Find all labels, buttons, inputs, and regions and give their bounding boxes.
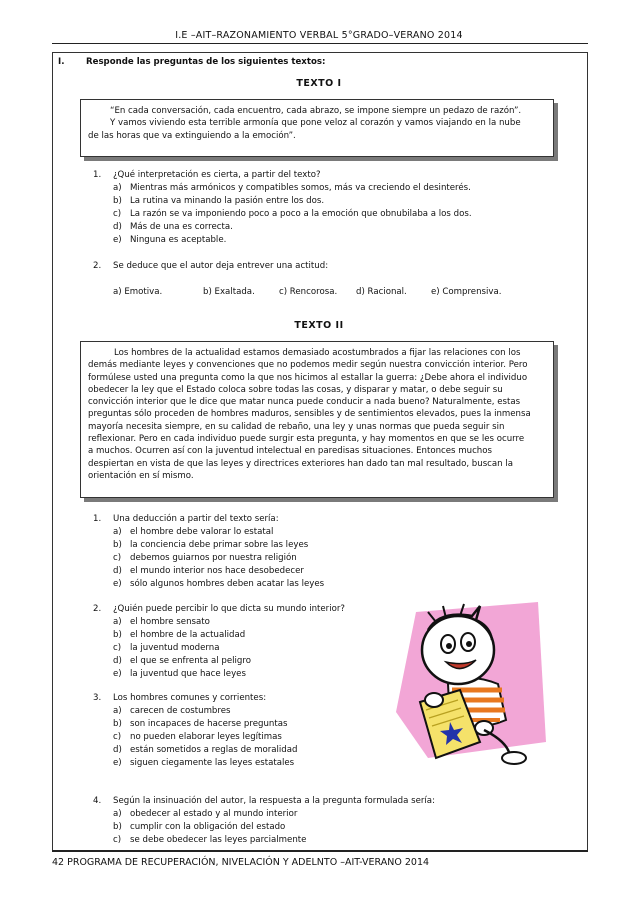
option-letter: b) (113, 822, 122, 832)
option-text: el hombre debe valorar lo estatal (130, 527, 274, 537)
texto2-line: Los hombres de la actualidad estamos demasiado acostumbrados a fijar las relaciones con los (114, 348, 521, 358)
header-rule (52, 43, 588, 44)
q2-option-b: b) Exaltada. (203, 287, 255, 297)
t2q1-text: Una deducción a partir del texto sería: (113, 514, 279, 524)
option-letter: d) (113, 656, 122, 666)
option-letter: b) (113, 630, 122, 640)
option-letter: c) (113, 835, 122, 845)
option-letter: b) (113, 540, 122, 550)
option-letter: c) (113, 209, 122, 219)
option-text: siguen ciegamente las leyes estatales (130, 758, 295, 768)
q2-text: Se deduce que el autor deja entrever una actitud: (113, 261, 329, 271)
footer-rule (52, 850, 588, 852)
option-letter: b) (113, 719, 122, 729)
texto1-line: Y vamos viviendo esta terrible armonía que pone veloz al corazón y vamos viajando en la nube (110, 118, 521, 129)
q1-text: ¿Qué interpretación es cierta, a partir del texto? (113, 170, 321, 180)
page-footer: 42 PROGRAMA DE RECUPERACIÓN, NIVELACIÓN Y ADELNTO –AIT-VERANO 2014 (52, 857, 430, 868)
option-text: Mientras más armónicos y compatibles somos, más va creciendo el desinterés. (130, 183, 471, 193)
option-text: Ninguna es aceptable. (130, 235, 227, 245)
option-letter: a) (113, 706, 122, 716)
option-text: no pueden elaborar leyes legítimas (130, 732, 282, 742)
t2q3-number: 3. (93, 693, 102, 703)
option-text: el hombre de la actualidad (130, 630, 246, 640)
texto2-line: a muchos. Ocurren así con la juventud intelectual en paredisas situaciones. Entonces muchos (88, 446, 492, 457)
texto2-passage (88, 347, 546, 482)
t2q4-number: 4. (93, 796, 102, 806)
section-instruction: Responde las preguntas de los siguientes textos: (86, 57, 326, 67)
q2-option-d: d) Racional. (356, 287, 407, 297)
option-text: la juventud que hace leyes (130, 669, 246, 679)
texto2-line: mayoría necesita siempre, en su calidad de rebaño, una ley y unas normas que pueda seguir sin (88, 421, 505, 432)
t2q4-text: Según la insinuación del autor, la respuesta a la pregunta formulada sería: (113, 796, 435, 806)
texto2-line: reflexionar. Pero en cada individuo puede surgir esta pregunta, y hay momentos en que se les ocurre (88, 434, 525, 445)
texto2-line: formúlese usted una pregunta como la que nos hicimos al estallar la guerra: ¿Debe ahora el individuo (88, 372, 528, 383)
option-text: se debe obedecer las leyes parcialmente (130, 835, 307, 845)
option-letter: e) (113, 758, 122, 768)
texto1-title: TEXTO I (296, 78, 342, 89)
texto2-line: demás mediante leyes y convenciones que no podemos medir según nuestra convicción interior. Pero (88, 360, 528, 371)
texto2-line: preguntas sólo proceden de hombres maduros, sensibles y de sentimientos elevados, pues la inmensa (88, 409, 531, 420)
option-letter: d) (113, 566, 122, 576)
option-letter: a) (113, 527, 122, 537)
option-letter: a) (113, 183, 122, 193)
option-text: el hombre sensato (130, 617, 210, 627)
option-text: La razón se va imponiendo poco a poco a la emoción que obnubilaba a los dos. (130, 209, 472, 219)
option-text: están sometidos a reglas de moralidad (130, 745, 298, 755)
option-text: sólo algunos hombres deben acatar las leyes (130, 579, 325, 589)
option-letter: c) (113, 732, 122, 742)
texto1-passage (88, 105, 546, 142)
texto2-line: obedecer la ley que el Estado coloca sobre todas las cosas, y disparar y matar, o debe seguir su (88, 384, 503, 395)
option-text: La rutina va minando la pasión entre los dos. (130, 196, 325, 206)
texto2-line: convicción interior que le dice que matar nunca puede conducir a nada bueno? Naturalmente, estas (88, 397, 521, 408)
option-letter: b) (113, 196, 122, 206)
option-text: el que se enfrenta al peligro (130, 656, 251, 666)
option-text: la conciencia debe primar sobre las leyes (130, 540, 309, 550)
option-text: la juventud moderna (130, 643, 220, 653)
q2-number: 2. (93, 261, 102, 271)
q2-option-e: e) Comprensiva. (431, 287, 502, 297)
t2q1-number: 1. (93, 514, 102, 524)
option-text: el mundo interior nos hace desobedecer (130, 566, 304, 576)
option-letter: a) (113, 809, 122, 819)
t2q3-text: Los hombres comunes y corrientes: (113, 693, 267, 703)
texto2-title: TEXTO II (294, 320, 344, 331)
option-text: cumplir con la obligación del estado (130, 822, 286, 832)
option-letter: c) (113, 553, 122, 563)
option-text: son incapaces de hacerse preguntas (130, 719, 288, 729)
section-heading (58, 56, 325, 68)
option-text: Más de una es correcta. (130, 222, 233, 232)
q1-number: 1. (93, 170, 102, 180)
option-letter: e) (113, 669, 122, 679)
t2q2-text: ¿Quién puede percibir lo que dicta su mundo interior? (113, 604, 345, 614)
t2q2-number: 2. (93, 604, 102, 614)
section-number: I. (58, 57, 65, 67)
reading-child-illustration (388, 592, 548, 767)
option-text: obedecer al estado y al mundo interior (130, 809, 298, 819)
option-letter: c) (113, 643, 122, 653)
page-header: I.E –AIT–RAZONAMIENTO VERBAL 5°GRADO–VERANO 2014 (175, 30, 463, 41)
option-letter: a) (113, 617, 122, 627)
texto1-line: de las horas que va extinguiendo a la emoción”. (88, 130, 296, 141)
option-text: debemos guiarnos por nuestra religión (130, 553, 297, 563)
q2-option-a: a) Emotiva. (113, 287, 163, 297)
texto1-line: “En cada conversación, cada encuentro, cada abrazo, se impone siempre un pedazo de razón”. (110, 106, 522, 116)
texto2-line: orientación en sí mismo. (88, 470, 194, 481)
option-text: carecen de costumbres (130, 706, 231, 716)
option-letter: d) (113, 222, 122, 232)
option-letter: d) (113, 745, 122, 755)
texto2-line: despiertan en vista de que las leyes y directrices exteriores han dado tan mal resultado, buscan la (88, 458, 514, 469)
q2-option-c: c) Rencorosa. (279, 287, 338, 297)
option-letter: e) (113, 579, 122, 589)
option-letter: e) (113, 235, 122, 245)
